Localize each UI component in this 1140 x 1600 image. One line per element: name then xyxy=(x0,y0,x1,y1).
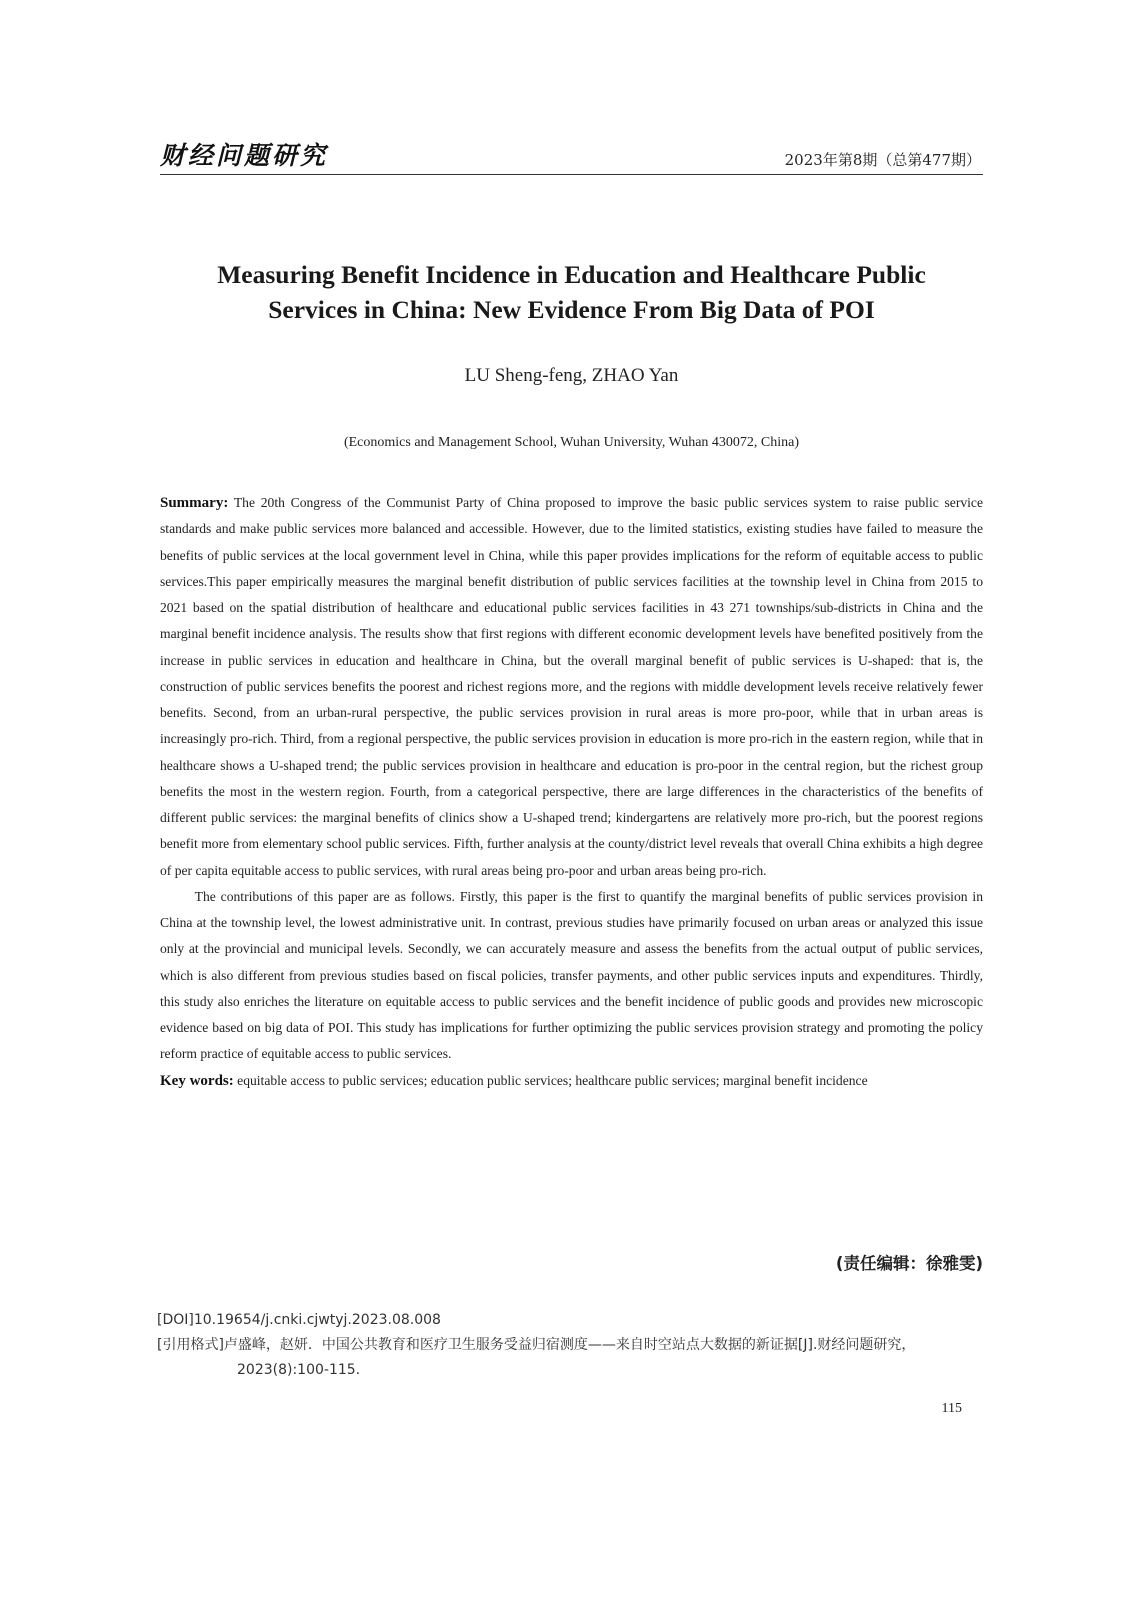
contributions-paragraph: The contributions of this paper are as follows. Firstly, this paper is the first to quantify the marginal benefits of public services provision in China at the township level, the lowest administrative unit. In contrast, previous studies have primarily focused on urban areas or analyzed this issue only at the provincial and municipal levels. Secondly, we can accurately measure and assess the benefits from the actual output of public services, which is also different from previous studies based on fiscal policies, transfer payments, and other public services inputs and expenditures. Thirdly, this study also enriches the literature on equitable access to public services and the benefit incidence of public goods and provides new microscopic evidence based on big data of POI. This study has implications for further optimizing the public services provision strategy and promoting the policy reform practice of equitable access to public services. xyxy=(160,888,983,1062)
responsible-editor: (责任编辑：徐雅雯) xyxy=(835,1254,983,1273)
abstract xyxy=(160,490,983,1094)
doi: [DOI]10.19654/j.cnki.cjwtyj.2023.08.008 xyxy=(157,1312,441,1328)
reference-block xyxy=(157,1308,983,1383)
paper-title xyxy=(160,257,983,327)
journal-header xyxy=(160,130,983,175)
journal-logo: 财经问题研究 xyxy=(160,141,329,170)
citation-format: [引用格式]卢盛峰，赵妍．中国公共教育和医疗卫生服务受益归宿测度——来自时空站点大数据的新证据[J].财经问题研究，2023(8):100-115. xyxy=(157,1337,916,1378)
keywords-paragraph xyxy=(160,1068,983,1094)
authors: LU Sheng-feng, ZHAO Yan xyxy=(464,365,679,386)
issue-info: 2023年第8期（总第477期） xyxy=(784,151,981,169)
title-line-2: Services in China: New Evidence From Big Data of POI xyxy=(268,295,875,324)
keywords-label: Key words: xyxy=(160,1072,234,1089)
summary-text: The 20th Congress of the Communist Party of China proposed to improve the basic public services system to raise public service standards and make public services more balanced and accessible. However, due to the limited statistics, existing studies have failed to measure the benefits of public services at the local government level in China, while this paper provides implications for the reform of equitable access to public services.This paper empirically measures the marginal benefit distribution of public services facilities at the township level in China from 2015 to 2021 based on the spatial distribution of healthcare and educational public services facilities in 43 271 townships/sub-districts in China and the marginal benefit incidence analysis. The results show that first regions with different economic development levels have benefited positively from the increase in public services in education and healthcare in China, but the overall marginal benefit of public services is U-shaped: that is, the construction of public services benefits the poorest and richest regions more, and the regions with middle development levels receive relatively fewer benefits. Second, from an urban-rural perspective, the public services provision in rural areas is more pro-poor, while that in urban areas is increasingly pro-rich. Third, from a regional perspective, the public services provision in education is more pro-rich in the eastern region, while that in healthcare shows a U-shaped trend; the public services provision in healthcare and education is pro-poor in the central region, but the richest group benefits the most in the western region. Fourth, from a categorical perspective, there are large differences in the characteristics of the benefits of different public services: the marginal benefits of clinics show a U-shaped trend; kindergartens are relatively more pro-rich, but the poorest regions benefit more from elementary school public services. Fifth, further analysis at the county/district level reveals that overall China exhibits a high degree of per capita equitable access to public services, with rural areas being pro-poor and urban areas being pro-rich. xyxy=(160,495,984,878)
affiliation: (Economics and Management School, Wuhan University, Wuhan 430072, China) xyxy=(343,435,800,450)
title-line-1: Measuring Benefit Incidence in Education and Healthcare Public xyxy=(217,260,926,289)
keywords-text: equitable access to public services; education public services; healthcare public services; marginal benefit incidence xyxy=(237,1072,868,1088)
summary-paragraph xyxy=(160,490,983,884)
page-number: 115 xyxy=(941,1401,962,1416)
summary-label: Summary: xyxy=(160,495,229,511)
